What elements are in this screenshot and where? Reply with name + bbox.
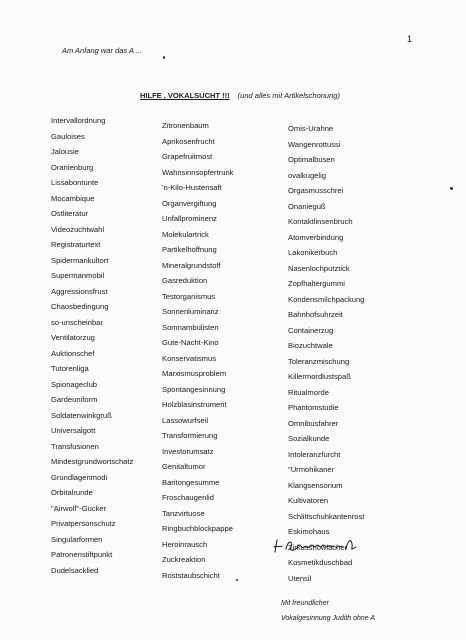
word-entry: Omnibusfahrer [288, 418, 339, 428]
word-entry: Onanieguß [288, 201, 326, 211]
word-entry: Supermanmobil [51, 271, 105, 280]
word-entry: Chaosbedingung [51, 302, 109, 311]
word-entry: Utensil [288, 573, 312, 583]
word-entry: Ritualmorde [288, 387, 329, 397]
word-entry: Ringbuchblockpappe [162, 524, 233, 533]
word-entry: Orbitalrunde [51, 488, 93, 497]
word-entry: Universalgott [51, 426, 96, 435]
word-entry: Ventilatorzug [51, 333, 95, 342]
word-entry: Marxismusproblem [162, 369, 227, 378]
word-entry: Grapefruitmost [162, 152, 213, 161]
word-entry: Zopfhaltergummi [288, 279, 345, 288]
word-entry: Wahnsinnsopfertrunk [162, 167, 234, 177]
word-entry: Molekulartrick [162, 229, 209, 239]
word-entry: Genitaltumor [162, 462, 206, 471]
word-entry: Baritongesumme [162, 477, 220, 487]
word-entry: Gasreduktion [162, 276, 208, 285]
word-entry: Aprikosenfrucht [162, 136, 215, 146]
page-heading [140, 91, 340, 100]
word-entry: Zirkusshowlacher [288, 542, 348, 552]
word-entry: Oranienburg [51, 162, 94, 172]
word-entry: Transfusionen [51, 441, 99, 451]
word-entry: Grundlagenmodi [51, 472, 108, 482]
word-column-1 [51, 113, 133, 578]
ink-speck [163, 56, 165, 59]
word-entry: Phantomstudie [288, 403, 339, 412]
word-entry: Roststaubschicht [162, 570, 220, 580]
word-entry: Zuckreaktion [162, 555, 206, 564]
word-entry: Videozuchtwahl [51, 224, 105, 234]
word-entry: Froschaugenlid [162, 493, 214, 502]
word-entry: Lakonikerbuch [288, 248, 338, 257]
word-entry: Tanzvirtuose [162, 508, 205, 518]
word-entry: Spionageclub [51, 379, 98, 389]
closing-block [281, 596, 375, 626]
word-entry: Mineralgrundstoff [162, 260, 221, 270]
word-entry: Testorganismus [162, 291, 216, 301]
word-entry: "Urmohikaner [288, 465, 335, 474]
word-entry: Aggressionsfrust [51, 286, 108, 296]
word-entry: Intervallordnung [51, 116, 106, 125]
word-entry: Eskimohaus [288, 527, 330, 536]
word-entry: Zitronenbaum [162, 121, 209, 130]
word-entry: Jalousie [51, 147, 79, 156]
handwritten-signature [272, 534, 362, 560]
heading-title: HILFE , VOKALSUCHT !!! [140, 91, 230, 100]
word-entry: Mocambique [51, 193, 95, 203]
word-entry: Heroinrausch [162, 539, 208, 549]
word-entry: Investorumsatz [162, 446, 214, 456]
word-entry: Soldatenwinkgruß [51, 410, 112, 420]
word-entry: Auktionschef [51, 348, 95, 358]
word-entry: 'n-Kilo-Hustensaft [162, 183, 222, 192]
word-entry: Spidermankultort [51, 255, 109, 265]
word-entry: Transformierung [162, 431, 218, 440]
word-entry: Mindestgrundwortschatz [51, 457, 134, 466]
word-entry: Toleranzmischung [288, 356, 350, 366]
word-entry: Konservatismus [162, 353, 217, 363]
word-entry: Kosmetikduschbad [288, 558, 353, 567]
word-entry: Organvergiftung [162, 198, 217, 208]
word-entry: Optimalbusen [288, 155, 335, 164]
word-entry: Singularformen [51, 534, 103, 544]
ink-speck [236, 579, 238, 581]
word-entry: Sozialkunde [288, 434, 330, 443]
word-entry: Dudelsacklied [51, 565, 99, 575]
word-entry: Spontangesinnung [162, 384, 226, 394]
word-entry: "Airwolf"-Gucker [51, 503, 107, 513]
word-entry: Klangsensorium [288, 480, 343, 490]
word-entry: Tutorenliga [51, 364, 89, 373]
word-entry: Intoleranzfurcht [288, 449, 341, 459]
ink-speck [450, 187, 453, 190]
word-column-2 [162, 118, 233, 583]
word-entry: Sonnenluminanz [162, 307, 219, 316]
word-entry: Gauloises [51, 131, 85, 141]
word-entry: Nasenlochputztick [288, 263, 350, 273]
word-entry: Privatpersonschutz [51, 519, 116, 528]
word-entry: Containerzug [288, 325, 334, 335]
word-entry: Partikelhoffnung [162, 245, 217, 254]
word-entry: Gardeuniform [51, 395, 98, 404]
word-entry: Ostliteratur [51, 209, 89, 218]
word-entry: Atomverbindung [288, 232, 344, 242]
word-entry: Kondensmilchpackung [288, 294, 365, 304]
word-entry: Lissabontunte [51, 178, 99, 187]
word-entry: Killermordlustspaß [288, 372, 351, 381]
word-entry: Schlittschuhkantenrost [288, 511, 365, 521]
word-entry: Unfallprominenz [162, 214, 217, 223]
word-entry: ovalkugelig [288, 170, 326, 180]
word-entry: Gute-Nacht-Kino [162, 338, 219, 347]
word-entry: Orgasmusschrei [288, 186, 344, 195]
word-entry: Kontaktlinsenbruch [288, 217, 353, 226]
word-column-3 [288, 121, 364, 586]
word-entry: Omis-Urahne [288, 124, 334, 133]
closing-signature-line: Vokalgesinnung Judith ohne A [281, 615, 376, 622]
word-entry: Holzblasinstrument [162, 400, 227, 409]
heading-subtitle: (und alles mit Artikelschonung) [237, 91, 340, 100]
word-entry: Registraturtext [51, 240, 101, 249]
word-entry: Kultivatoren [288, 496, 329, 505]
intro-text: Am Anfang war das A ... [62, 46, 143, 55]
page-number: 1 [407, 34, 413, 44]
word-entry: so-unscheinbar [51, 317, 103, 327]
word-entry: Patronenstiftpunkt [51, 550, 113, 559]
closing-greeting: Mit freundlicher [281, 600, 329, 607]
word-entry: Somnambulisten [162, 322, 219, 332]
word-entry: Bahnhofsuhrzeit [288, 310, 343, 319]
word-entry: Biozuchtwale [288, 341, 333, 350]
word-entry: Wangenrottussi [288, 139, 341, 149]
word-entry: Lassowurfseil [162, 415, 209, 425]
